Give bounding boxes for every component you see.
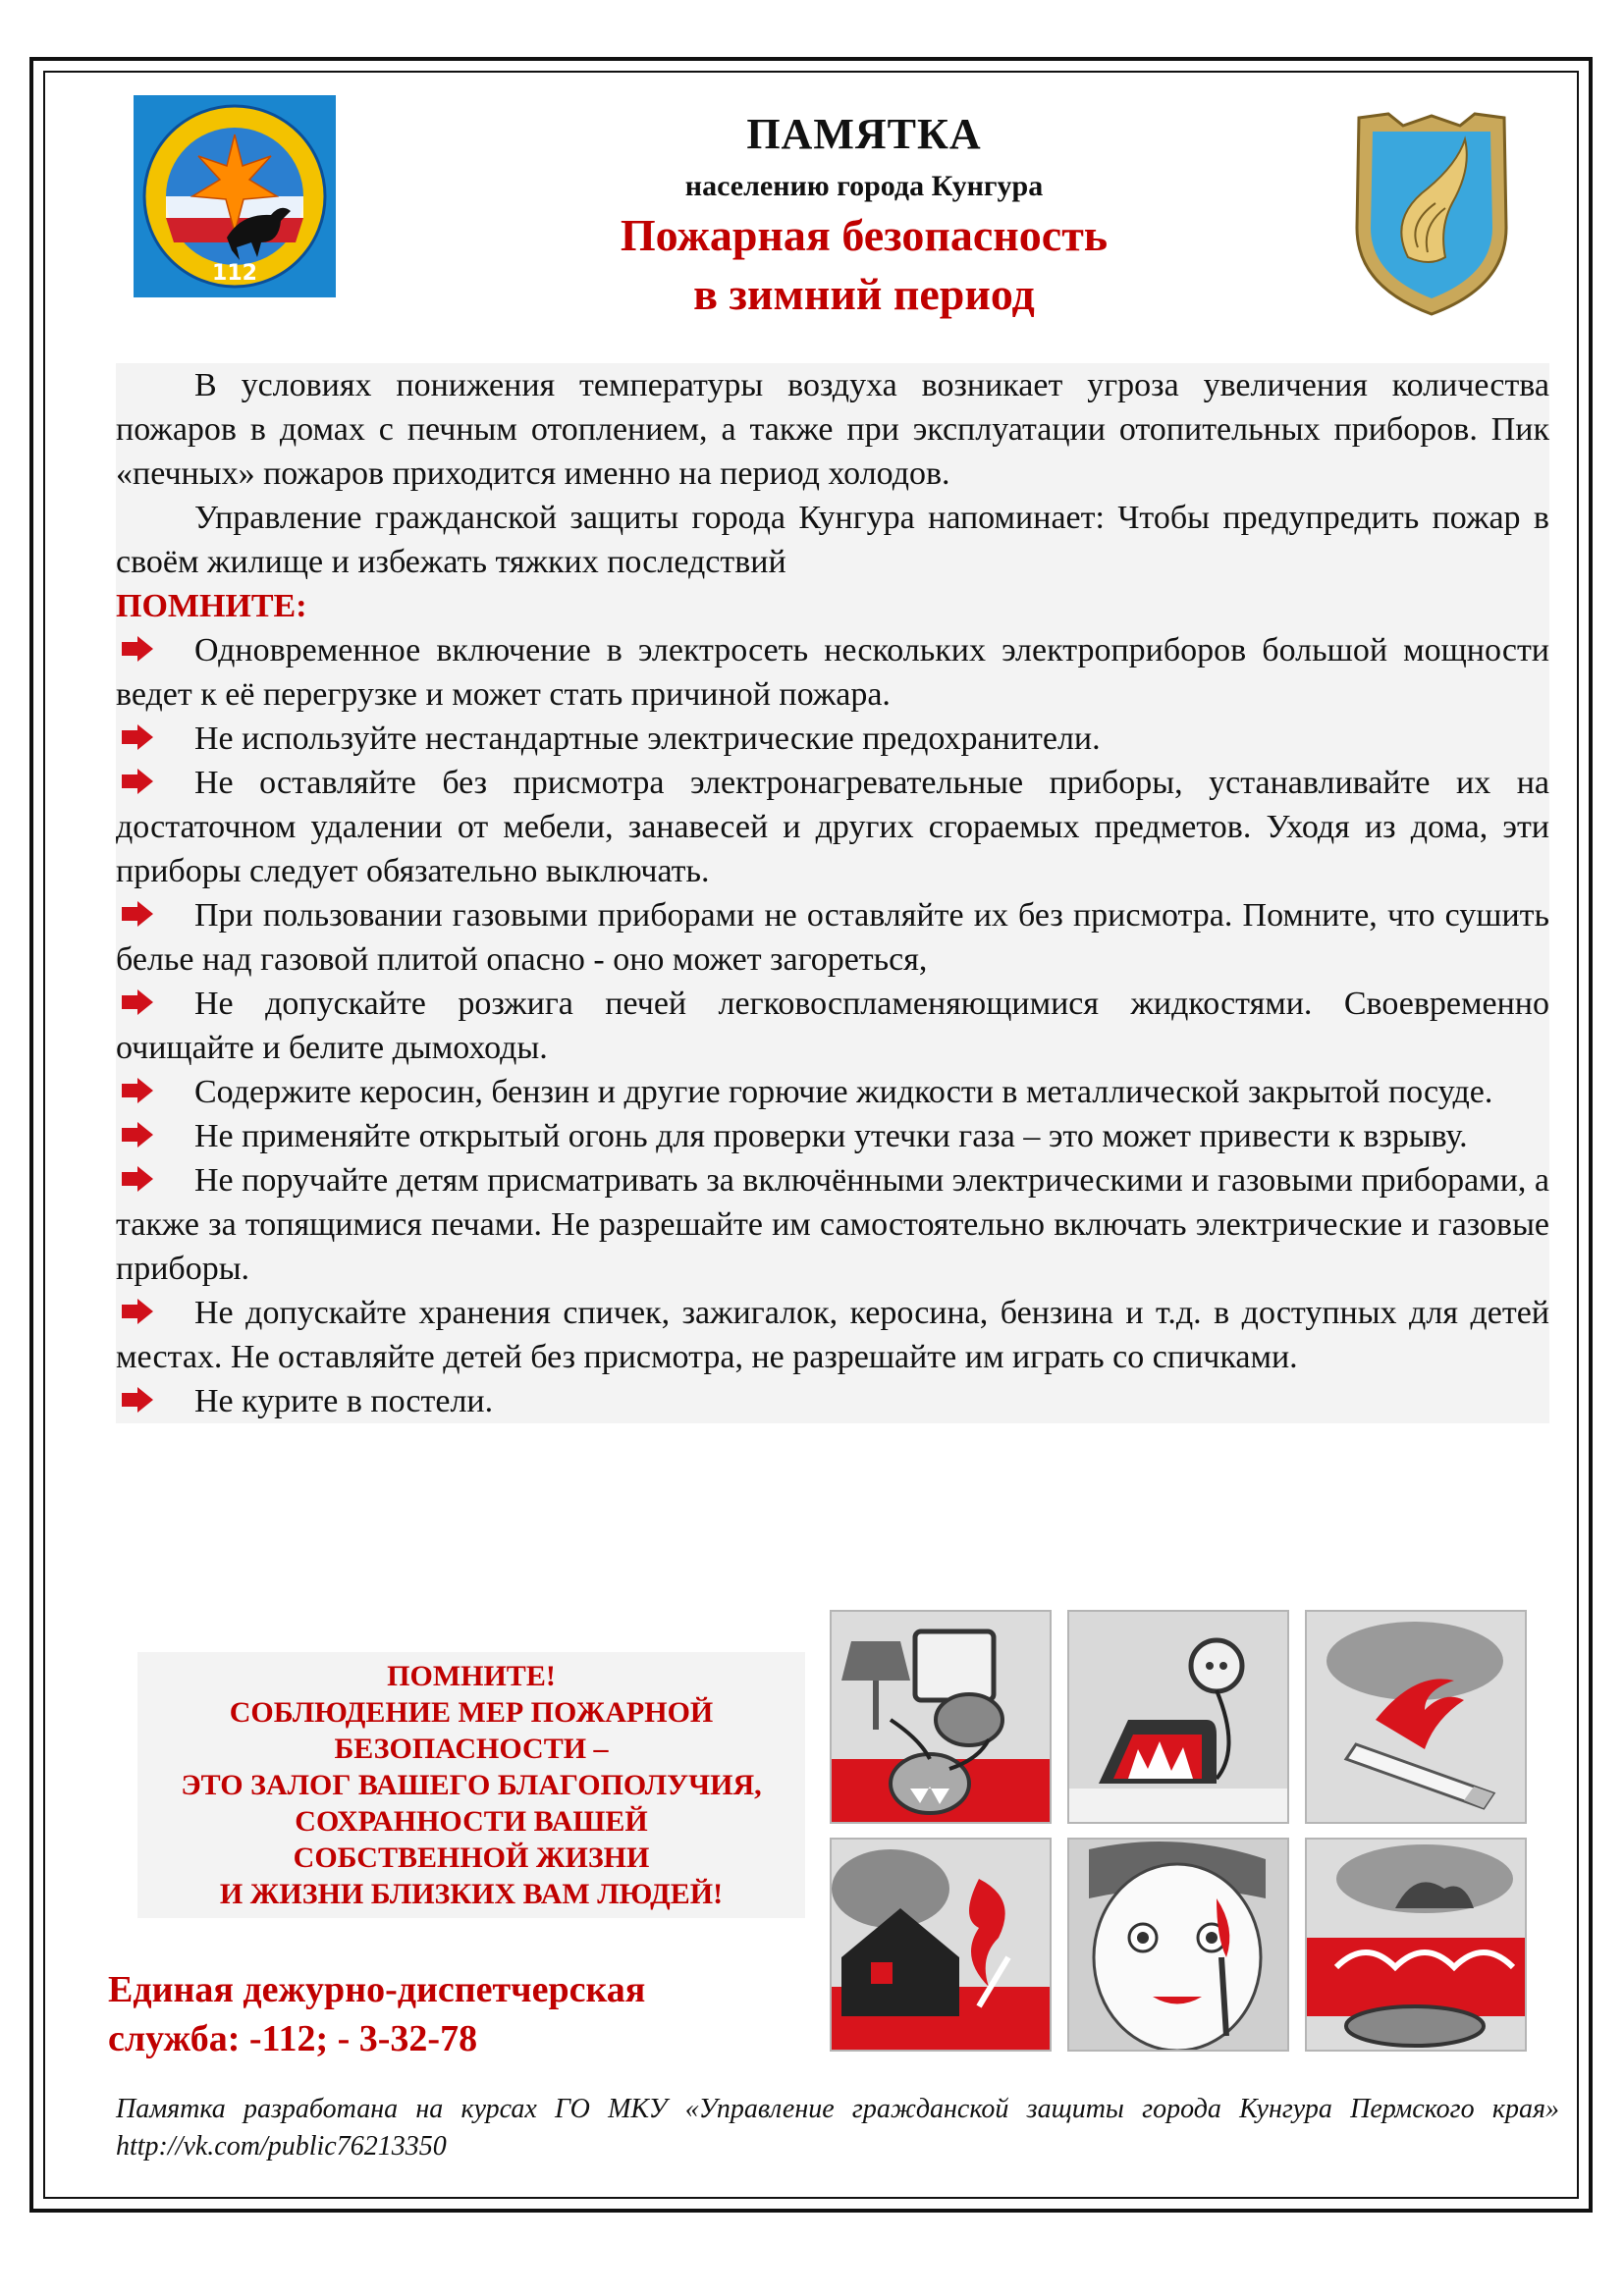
rule-item	[116, 1114, 1549, 1158]
rule-text: При пользовании газовыми приборами не оставляйте их без присмотра. Помните, что сушить белье над газовой плитой опасно - оно может загореться,	[116, 897, 1549, 978]
bullet-arrow-icon	[116, 761, 194, 805]
rule-text: Одновременное включение в электросеть нескольких электроприборов большой мощности ведет к её перегрузке и может стать причиной пожара.	[116, 632, 1549, 713]
bullet-arrow-icon	[116, 717, 194, 761]
service-name: Единая дежурно-диспетчерская	[108, 1969, 646, 2010]
burning-house-illustration	[830, 1838, 1052, 2052]
bullet-arrow-icon	[116, 1379, 194, 1423]
rule-text: Не оставляйте без присмотра электронагревательные приборы, устанавливайте их на достаточном удалении от мебели, занавесей и других сгораемых предметов. Уходя из дома, эти приборы следует обязательно выключать.	[116, 765, 1549, 889]
bullet-arrow-icon	[116, 1158, 194, 1202]
city-coat-of-arms	[1349, 110, 1514, 318]
iron-left-on-illustration	[1067, 1610, 1289, 1824]
bullet-arrow-icon	[116, 1070, 194, 1114]
slogan-line: СОБСТВЕННОЙ ЖИЗНИ	[293, 1842, 650, 1874]
rule-text: Не курите в постели.	[194, 1383, 494, 1419]
rule-item	[116, 628, 1549, 717]
rule-text: Не допускайте хранения спичек, зажигалок, керосина, бензина и т.д. в доступных для детей местах. Не оставляйте детей без присмотра, не разрешайте им играть со спичками.	[116, 1295, 1549, 1375]
bullet-arrow-icon	[116, 893, 194, 937]
slogan-line: И ЖИЗНИ БЛИЗКИХ ВАМ ЛЮДЕЙ!	[219, 1878, 724, 1910]
rule-item	[116, 717, 1549, 761]
rule-item	[116, 1070, 1549, 1114]
intro-paragraph-2: Управление гражданской защиты города Кунгура напоминает: Чтобы предупредить пожар в своём жилище и избежать тяжких последствий	[116, 500, 1549, 580]
bullet-arrow-icon	[116, 982, 194, 1026]
intro-paragraph-1: В условиях понижения температуры воздуха возникает угроза увеличения количества пожаров в домах с печным отоплением, а также при эксплуатации отопительных приборов. Пик «печных» пожаров приходится именно на период холодов.	[116, 367, 1549, 492]
child-with-match-illustration	[1067, 1838, 1289, 2052]
slogan-line: ЭТО ЗАЛОГ ВАШЕГО БЛАГОПОЛУЧИЯ,	[181, 1769, 762, 1801]
document-subtitle: населению города Кунгура	[684, 170, 1044, 202]
kettle-on-gas-stove-illustration	[1305, 1838, 1527, 2052]
safety-slogan	[137, 1652, 805, 1918]
main-text-block	[116, 363, 1549, 1423]
topic-title-line-1: Пожарная безопасность	[620, 210, 1109, 260]
illustrations-grid	[830, 1610, 1529, 2052]
rule-item	[116, 1291, 1549, 1379]
document-header	[491, 108, 1237, 324]
rule-text: Не используйте нестандартные электрические предохранители.	[194, 721, 1101, 757]
slogan-line: ПОМНИТЕ!	[387, 1660, 556, 1692]
rule-text: Содержите керосин, бензин и другие горючие жидкости в металлической закрытой посуде.	[194, 1074, 1493, 1110]
emergency-service-contacts	[108, 1965, 815, 2063]
slogan-line: СОХРАННОСТИ ВАШЕЙ	[295, 1805, 648, 1838]
rule-item	[116, 1379, 1549, 1423]
cigarette-illustration	[1305, 1610, 1527, 1824]
rules-list	[116, 628, 1549, 1423]
emergency-service-logo	[134, 95, 336, 297]
service-phones: служба: -112; - 3-32-78	[108, 2018, 478, 2059]
bullet-arrow-icon	[116, 628, 194, 672]
overloaded-socket-illustration	[830, 1610, 1052, 1824]
rule-item	[116, 893, 1549, 982]
bullet-arrow-icon	[116, 1291, 194, 1335]
remember-label: ПОМНИТЕ:	[116, 588, 307, 624]
document-title: ПАМЯТКА	[746, 110, 982, 158]
logo-number: 112	[212, 261, 257, 286]
rule-text: Не допускайте розжига печей легковоспламеняющимися жидкостями. Своевременно очищайте и белите дымоходы.	[116, 986, 1549, 1066]
slogan-line: БЕЗОПАСНОСТИ –	[334, 1733, 609, 1765]
topic-title-line-2: в зимний период	[693, 269, 1035, 319]
slogan-line: СОБЛЮДЕНИЕ МЕР ПОЖАРНОЙ	[229, 1696, 714, 1729]
document-footer: Памятка разработана на курсах ГО МКУ «Управление гражданской защиты города Кунгура Пермского края» http://vk.com/public76213350	[116, 2094, 1559, 2162]
rule-item	[116, 1158, 1549, 1291]
bullet-arrow-icon	[116, 1114, 194, 1158]
rule-item	[116, 982, 1549, 1070]
rule-text: Не поручайте детям присматривать за включёнными электрическими и газовыми приборами, а также за топящимися печами. Не разрешайте им самостоятельно включать электрические и газовые приборы.	[116, 1162, 1549, 1287]
rule-item	[116, 761, 1549, 893]
rule-text: Не применяйте открытый огонь для проверки утечки газа – это может привести к взрыву.	[194, 1118, 1468, 1154]
